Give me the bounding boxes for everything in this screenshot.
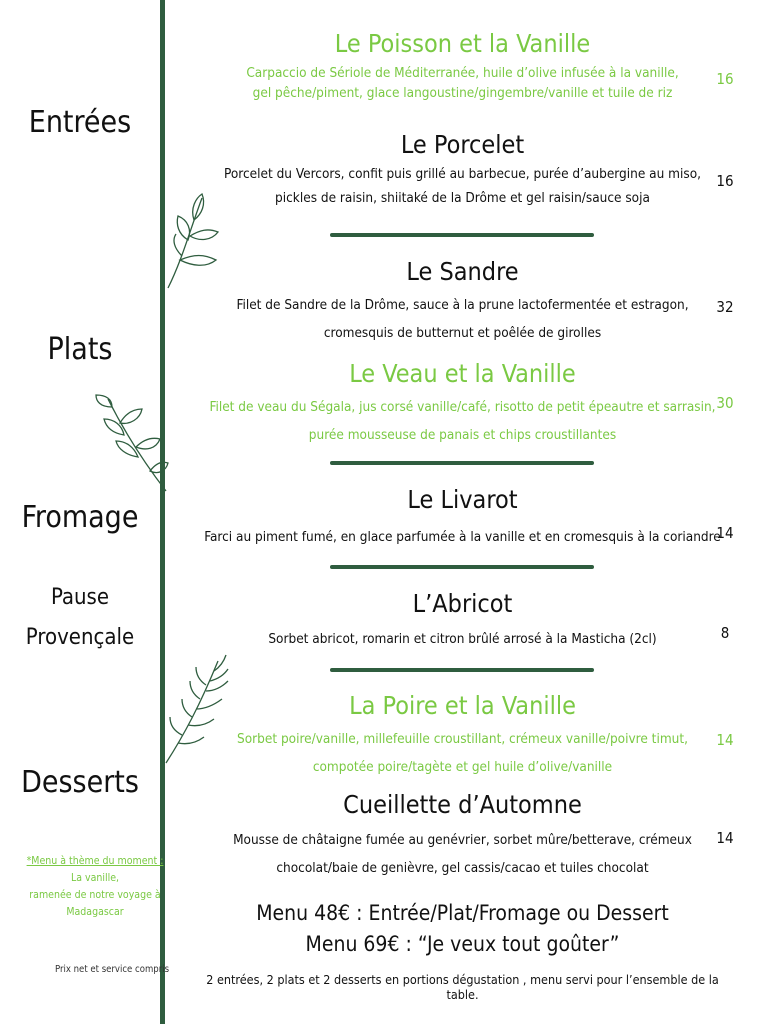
menu-69: Menu 69€ : “Je veux tout goûter” [305,932,620,956]
legal-note: Prix net et service compris [55,964,170,975]
dish-desc: compotée poire/tagète et gel huile d’olive/vanille [312,759,613,775]
dish-poisson-vanille [190,28,735,106]
leaf-sprig-icon [160,190,240,290]
theme-note-title: *Menu à thème du moment : [26,855,164,867]
dish-sandre [190,256,735,346]
dish-price: 14 [716,829,734,847]
section-plats: Plats [47,332,113,367]
dish-desc: Carpaccio de Sériole de Méditerranée, huile d’olive infusée à la vanille, [246,65,679,81]
theme-note-line: ramenée de notre voyage à [29,889,161,901]
dish-price: 16 [716,70,734,88]
dish-poire-vanille [190,690,735,780]
menu-description: 2 entrées, 2 plats et 2 desserts en portions dégustation , menu servi pour l’ensemble de la table. [206,972,719,1002]
dish-title: Le Livarot [407,485,518,514]
separator [330,233,594,237]
dish-desc: chocolat/baie de genièvre, gel cassis/cacao et tuiles chocolat [276,860,649,876]
separator [330,565,594,569]
dish-title: Le Veau et la Vanille [349,359,576,388]
dish-title: Le Poisson et la Vanille [334,29,591,58]
theme-note [20,853,170,921]
dish-livarot [190,484,735,550]
dish-price: 8 [720,624,730,642]
dish-title: Cueillette d’Automne [343,790,582,819]
dish-desc: Filet de Sandre de la Drôme, sauce à la prune lactofermentée et estragon, [236,297,689,313]
dish-price: 14 [716,731,734,749]
theme-note-line: La vanille, [70,872,120,884]
dish-desc: cromesquis de butternut et poêlée de girolles [323,325,602,341]
section-desserts: Desserts [21,765,139,800]
leaf-sprig-icon [90,395,170,495]
dish-price: 16 [716,172,734,190]
separator [330,461,594,465]
dish-title: L’Abricot [412,589,513,618]
dish-desc: purée mousseuse de panais et chips croustillantes [308,427,617,443]
dish-desc: pickles de raisin, shiitaké de la Drôme et gel raisin/sauce soja [275,190,650,206]
dish-desc: Sorbet poire/vanille, millefeuille croustillant, crémeux vanille/poivre timut, [237,731,688,747]
dish-desc: Mousse de châtaigne fumée au genévrier, sorbet mûre/betterave, crémeux [233,832,692,848]
separator [330,668,594,672]
dish-title: Le Porcelet [400,130,525,159]
dish-price: 14 [716,524,734,542]
section-pause-line2: Provençale [25,625,135,650]
dish-desc: Sorbet abricot, romarin et citron brûlé arrosé à la Masticha (2cl) [268,631,657,647]
section-fromage: Fromage [21,500,139,535]
section-pause-line1: Pause [50,585,110,610]
dish-title: La Poire et la Vanille [349,691,576,720]
dish-desc: Filet de veau du Ségala, jus corsé vanille/café, risotto de petit épeautre et sarrasin, [209,399,716,415]
dish-desc: Farci au piment fumé, en glace parfumée à la vanille et en cromesquis à la coriandre [204,529,721,545]
dish-price: 30 [716,394,734,412]
dish-title: Le Sandre [406,257,519,286]
section-entrees: Entrées [28,105,132,140]
leaf-sprig-icon [160,655,240,765]
dish-porcelet [190,129,735,211]
dish-cueillette [190,789,735,881]
dish-desc: gel pêche/piment, glace langoustine/gingembre/vanille et tuile de riz [252,85,673,101]
dish-price: 32 [716,298,734,316]
dish-veau-vanille [190,358,735,448]
menu-48: Menu 48€ : Entrée/Plat/Fromage ou Dessert [256,901,669,925]
dish-desc: Porcelet du Vercors, confit puis grillé au barbecue, purée d’aubergine au miso, [223,166,701,182]
dish-abricot [190,588,735,652]
theme-note-line: Madagascar [66,906,124,918]
